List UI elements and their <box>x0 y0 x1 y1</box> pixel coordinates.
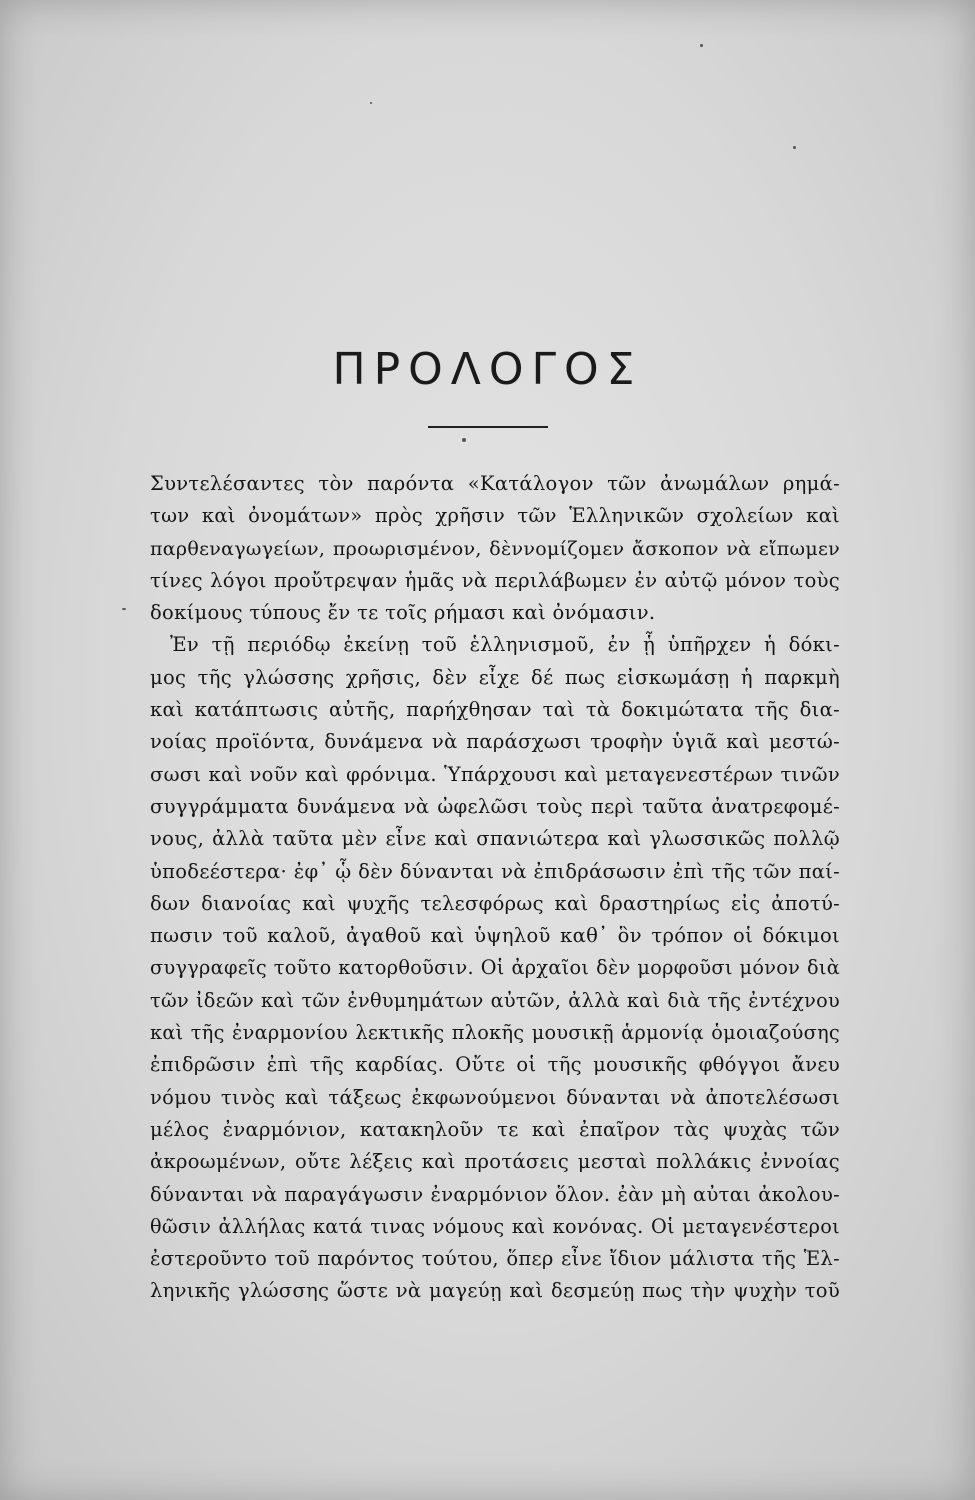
text-line: ἐπιδρῶσιν ἐπὶ τῆς καρδίας. Οὔτε οἱ τῆς μουσικῆς φθόγγοι ἄνευ <box>150 1053 840 1077</box>
paper-speck <box>700 44 703 47</box>
text-line: Συντελέσαντες τὸν παρόντα «Κατάλογον τῶν ἀνωμάλων ρημά- <box>150 472 840 495</box>
text-line: δοκίμους τύπους ἔν τε τοῖς ρήμασι καὶ ὀνόμασιν. <box>150 601 656 625</box>
text-line: ληνικῆς γλώσσης ὥστε νὰ μαγεύῃ καὶ δεσμεύῃ πως τὴν ψυχὴν τοῦ <box>150 1279 840 1303</box>
text-line: συγγραφεῖς τοῦτο κατορθοῦσιν. Οἱ ἀρχαῖοι δὲν μορφοῦσι μόνον διὰ <box>150 956 840 980</box>
paper-speck <box>462 438 466 442</box>
text-line: θῶσιν ἀλλήλας κατά τινας νόμους καὶ κονόνας. Οἱ μεταγενέστεροι <box>150 1214 840 1238</box>
paper-speck <box>793 146 796 149</box>
text-line: δύνανται νὰ παραγάγωσιν ἐναρμόνιον ὅλον. ἐὰν μὴ αὐται ἀκολου- <box>150 1182 840 1206</box>
text-line: πωσιν τοῦ καλοῦ, ἀγαθοῦ καὶ ὑψηλοῦ καθ᾽ ὃν τρόπον οἱ δόκιμοι <box>150 924 840 948</box>
text-line: συγγράμματα δυνάμενα νὰ ὠφελῶσι τοὺς περὶ ταῦτα ἀνατρεφομέ- <box>150 794 840 818</box>
text-line: μος τῆς γλώσσης χρῆσις, δὲν εἶχε δέ πως εἰσκωμάσῃ ἡ παρκμὴ <box>150 665 840 689</box>
text-line: τῶν ἰδεῶν καὶ τῶν ἐνθυμημάτων αὐτῶν, ἀλλὰ καὶ διὰ τῆς ἐντέχνου <box>150 988 840 1012</box>
text-line: δων διανοίας καὶ ψυχῆς τελεσφόρως καὶ δραστηρίως εἰς ἀποτύ- <box>150 891 840 915</box>
paper-speck <box>370 102 372 104</box>
text-line: Ἐν τῇ περιόδῳ ἐκείνῃ τοῦ ἑλληνισμοῦ, ἐν ᾗ ὑπῆρχεν ἡ δόκι- <box>170 633 840 657</box>
text-line: νοίας προϊόντα, δυνάμενα νὰ παράσχωσι τροφὴν ὑγιᾶ καὶ μεστώ- <box>150 730 840 754</box>
prologue-body <box>150 468 840 1308</box>
text-line: των καὶ ὀνομάτων» πρὸς χρῆσιν τῶν Ἑλληνικῶν σχολείων καὶ <box>150 504 840 528</box>
text-line: ὑποδεέστερα· ἐφ᾽ ᾧ δὲν δύνανται νὰ ἐπιδράσωσιν ἐπὶ τῆς τῶν παί- <box>150 859 840 883</box>
text-line: καὶ τῆς ἐναρμονίου λεκτικῆς πλοκῆς μουσικῇ ἁρμονίᾳ ὁμοιαζούσης <box>150 1021 840 1045</box>
text-line: μέλος ἐναρμόνιον, κατακηλοῦν τε καὶ ἐπαῖρον τὰς ψυχὰς τῶν <box>150 1117 840 1141</box>
text-line: ἐστεροῦντο τοῦ παρόντος τούτου, ὅπερ εἶνε ἴδιον μάλιστα τῆς Ἑλ- <box>150 1247 840 1271</box>
paper-speck <box>122 608 126 610</box>
page-title: ΠΡΟΛΟΓΟΣ <box>332 344 643 395</box>
text-line: παρθεναγωγείων, προωρισμένον, δὲννομίζομεν ἄσκοπον νὰ εἴπωμεν <box>150 537 840 560</box>
title-rule-divider <box>428 426 548 428</box>
text-line: νόμου τινὸς καὶ τάξεως ἐκφωνούμενοι δύνανται νὰ ἀποτελέσωσι <box>150 1085 840 1109</box>
text-line: τίνες λόγοι προὔτρεψαν ἡμᾶς νὰ περιλάβωμεν ἐν αὐτῷ μόνον τοὺς <box>150 568 840 592</box>
text-line: ἀκροωμένων, οὔτε λέξεις καὶ προτάσεις μεσταὶ πολλάκις ἐννοίας <box>150 1150 840 1174</box>
text-line: καὶ κατάπτωσις αὐτῆς, παρήχθησαν ταὶ τὰ δοκιμώτατα τῆς δια- <box>150 698 840 722</box>
text-line: σωσι καὶ νοῦν καὶ φρόνιμα. Ὑπάρχουσι καὶ μεταγενεστέρων τινῶν <box>150 762 840 786</box>
text-line: νους, ἀλλὰ ταῦτα μὲν εἶνε καὶ σπανιώτερα καὶ γλωσσικῶς πολλῷ <box>150 827 840 851</box>
